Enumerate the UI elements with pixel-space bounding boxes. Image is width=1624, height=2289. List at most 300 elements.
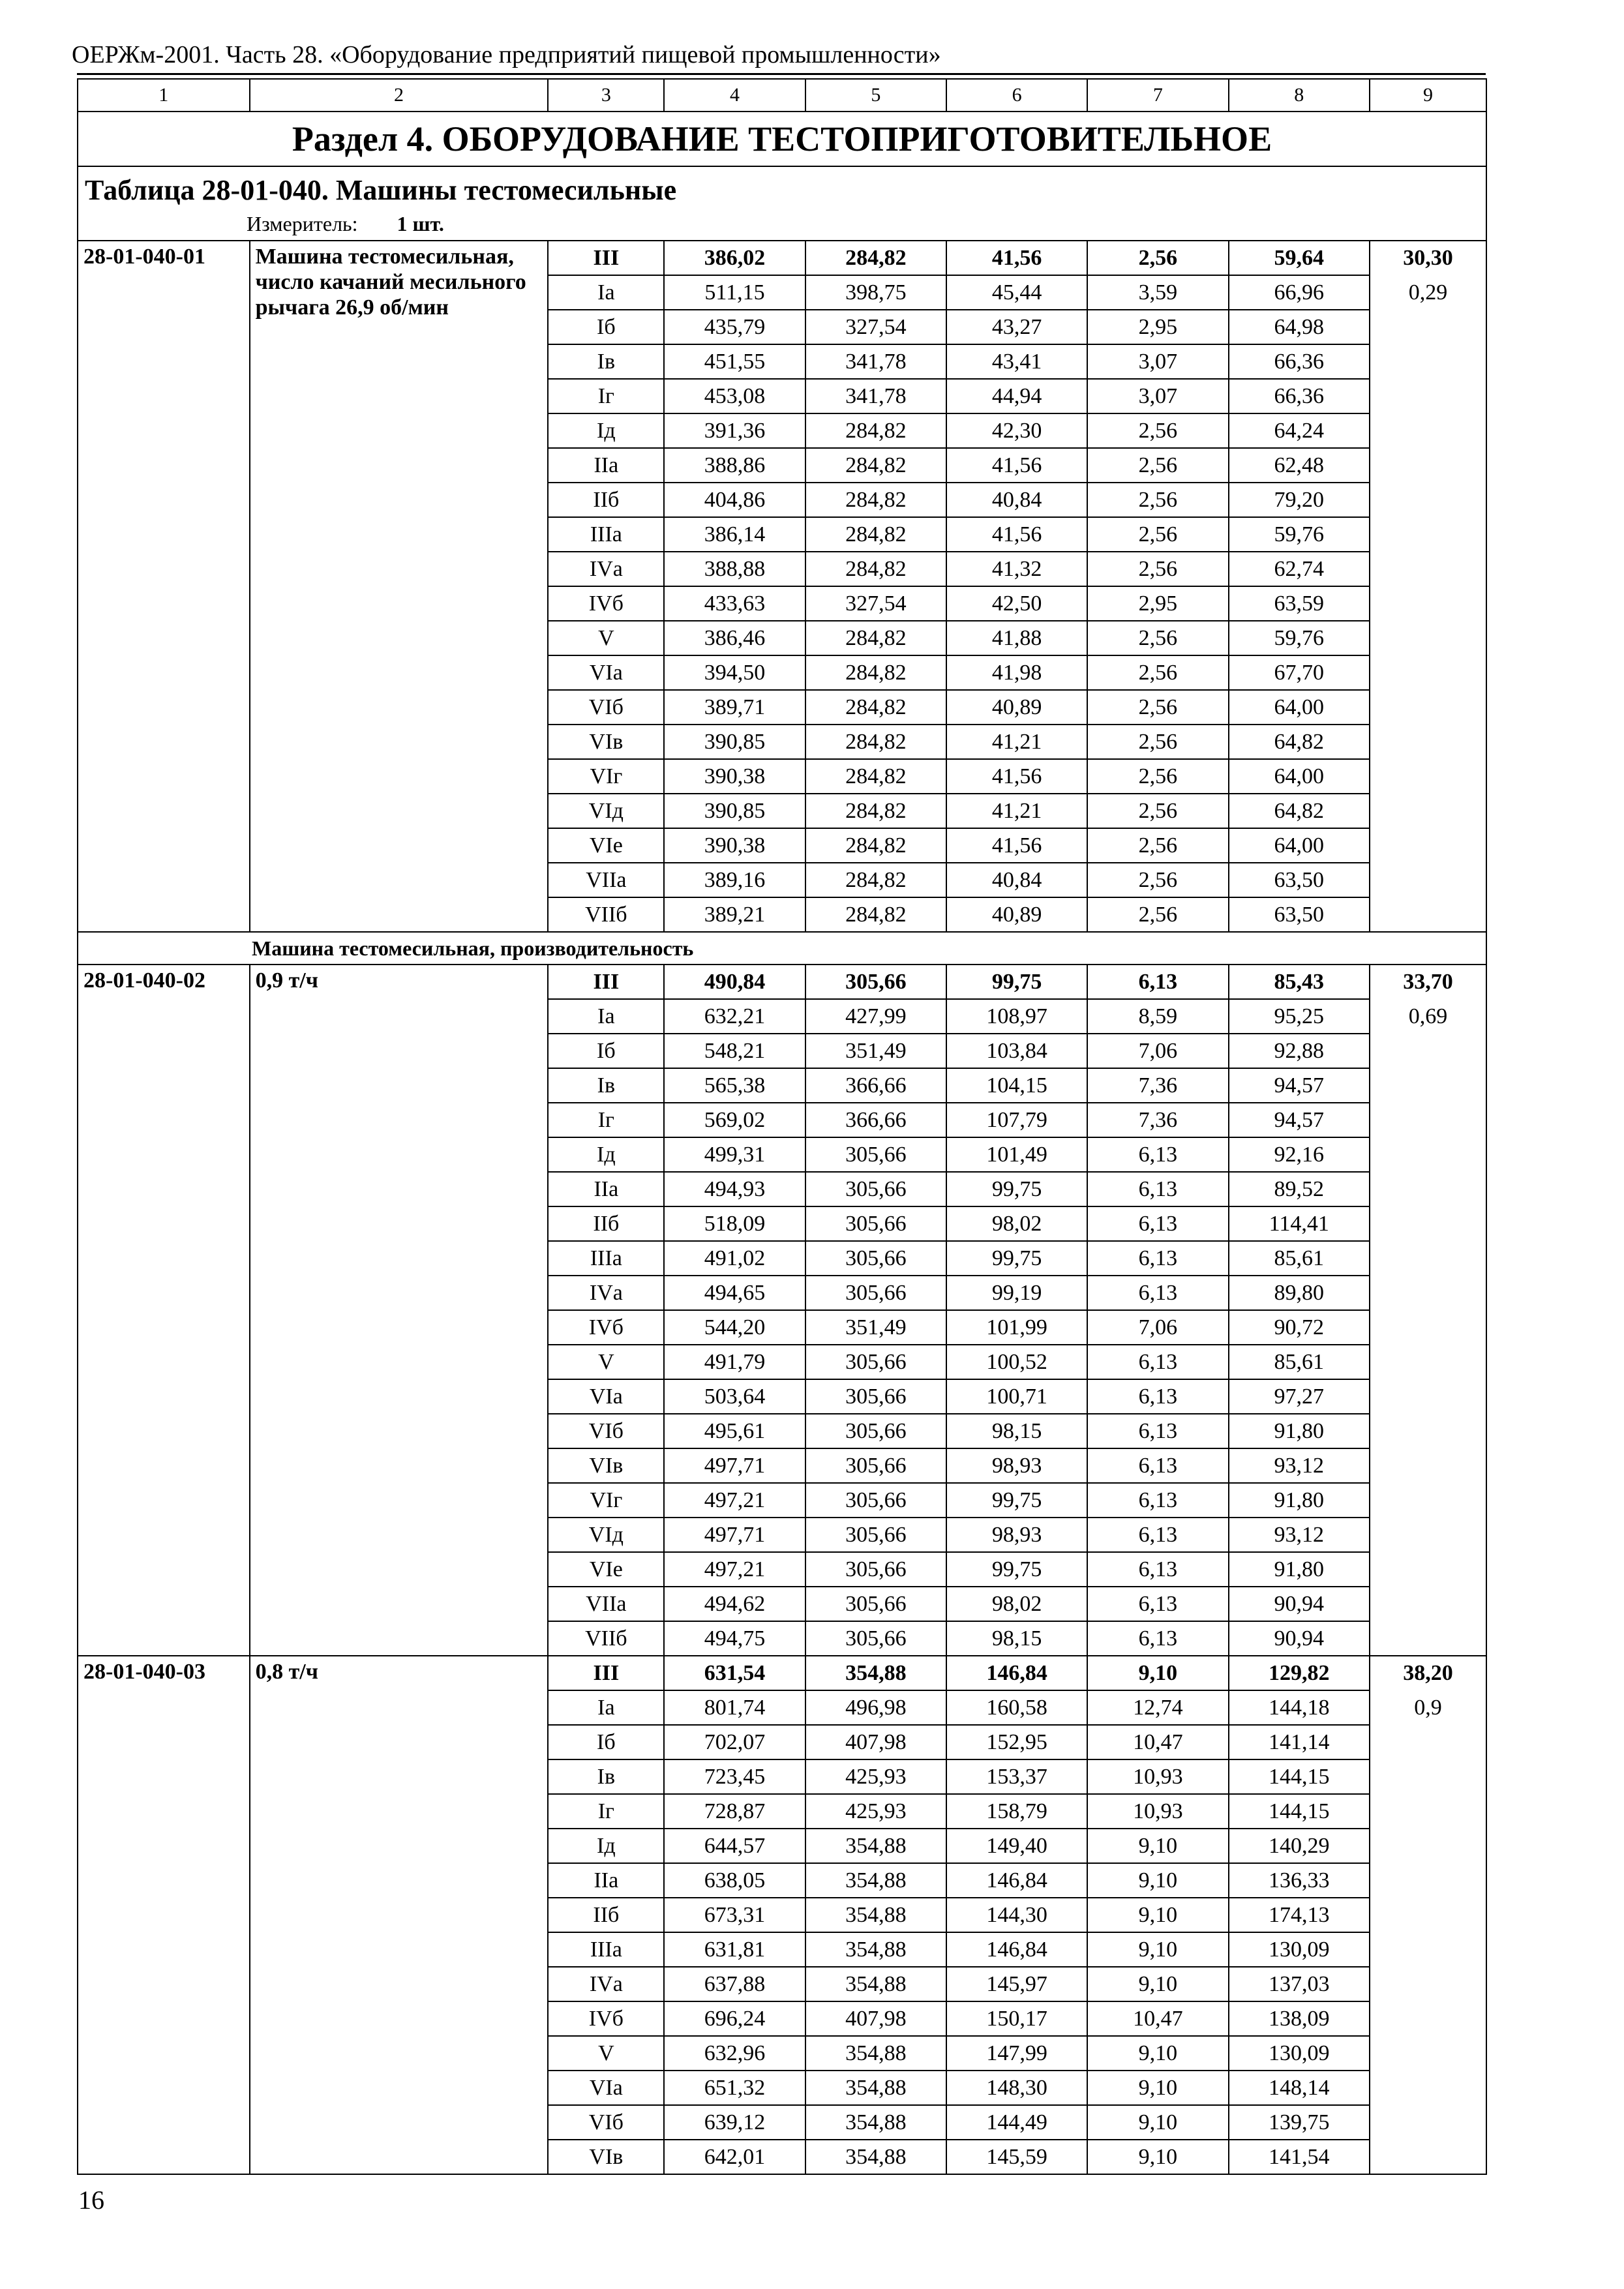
item-description: 0,8 т/ч	[250, 1656, 549, 2174]
cost-value: 141,14	[1229, 1725, 1370, 1759]
measure-cell	[78, 207, 1486, 241]
cost-value: 144,30	[946, 1898, 1087, 1932]
region-zone: Iв	[548, 1068, 664, 1103]
region-zone: Iв	[548, 344, 664, 379]
region-zone: Iа	[548, 1690, 664, 1725]
cost-value: 99,75	[946, 1483, 1087, 1518]
region-zone: IIб	[548, 1898, 664, 1932]
cost-value: 98,02	[946, 1587, 1087, 1621]
cost-value: 10,93	[1087, 1759, 1228, 1794]
column-number: 3	[548, 79, 664, 112]
cost-value: 41,56	[946, 828, 1087, 863]
region-zone: Iа	[548, 275, 664, 310]
cost-value: 544,20	[664, 1310, 805, 1345]
cost-value: 40,84	[946, 863, 1087, 897]
region-zone: VIа	[548, 1379, 664, 1414]
cost-value: 6,13	[1087, 1518, 1228, 1552]
region-zone: IIIа	[548, 1241, 664, 1276]
cost-value: 141,54	[1229, 2140, 1370, 2174]
col9-value: 0,29	[1370, 275, 1486, 310]
cost-value: 158,79	[946, 1794, 1087, 1829]
cost-value: 137,03	[1229, 1967, 1370, 2001]
cost-value: 6,13	[1087, 1276, 1228, 1310]
column-number-row	[78, 79, 1486, 112]
col9-empty	[1370, 621, 1486, 655]
table-title: Таблица 28-01-040. Машины тестомесильные	[78, 166, 1486, 207]
cost-value: 41,56	[946, 241, 1087, 275]
cost-value: 10,47	[1087, 2001, 1228, 2036]
cost-value: 2,56	[1087, 897, 1228, 932]
col9-empty	[1370, 1276, 1486, 1310]
cost-value: 388,86	[664, 448, 805, 483]
col9-empty	[1370, 448, 1486, 483]
column-number: 7	[1087, 79, 1228, 112]
region-zone: III	[548, 241, 664, 275]
cost-value: 62,74	[1229, 552, 1370, 586]
cost-value: 354,88	[805, 2071, 946, 2105]
cost-value: 104,15	[946, 1068, 1087, 1103]
measure-label: Измеритель:	[247, 211, 358, 235]
col9-empty	[1370, 863, 1486, 897]
header-rule	[77, 73, 1486, 75]
region-zone: III	[548, 1656, 664, 1690]
cost-value: 63,50	[1229, 863, 1370, 897]
cost-value: 43,41	[946, 344, 1087, 379]
col9-empty	[1370, 1552, 1486, 1587]
col9-empty	[1370, 655, 1486, 690]
cost-value: 503,64	[664, 1379, 805, 1414]
col9-empty	[1370, 690, 1486, 725]
col9-empty	[1370, 517, 1486, 552]
cost-value: 642,01	[664, 2140, 805, 2174]
cost-value: 631,54	[664, 1656, 805, 1690]
cost-value: 354,88	[805, 1829, 946, 1863]
cost-value: 386,14	[664, 517, 805, 552]
cost-value: 494,93	[664, 1172, 805, 1206]
section-title-row	[78, 112, 1486, 166]
cost-value: 90,94	[1229, 1621, 1370, 1656]
region-zone: IIа	[548, 1863, 664, 1898]
cost-value: 98,93	[946, 1518, 1087, 1552]
cost-value: 284,82	[805, 690, 946, 725]
cost-value: 2,56	[1087, 241, 1228, 275]
cost-value: 651,32	[664, 2071, 805, 2105]
col9-empty	[1370, 1725, 1486, 1759]
column-number: 8	[1229, 79, 1370, 112]
cost-value: 6,13	[1087, 1241, 1228, 1276]
region-zone: IIб	[548, 483, 664, 517]
cost-value: 6,13	[1087, 1587, 1228, 1621]
cost-value: 148,14	[1229, 2071, 1370, 2105]
cost-value: 108,97	[946, 999, 1087, 1034]
column-number: 9	[1370, 79, 1486, 112]
col9-empty	[1370, 1034, 1486, 1068]
cost-value: 139,75	[1229, 2105, 1370, 2140]
col9-empty	[1370, 1206, 1486, 1241]
cost-value: 284,82	[805, 655, 946, 690]
region-zone: IVб	[548, 1310, 664, 1345]
cost-value: 7,36	[1087, 1103, 1228, 1137]
region-zone: Iа	[548, 999, 664, 1034]
cost-value: 284,82	[805, 725, 946, 759]
col9-empty	[1370, 483, 1486, 517]
cost-value: 341,78	[805, 379, 946, 413]
cost-value: 2,56	[1087, 828, 1228, 863]
cost-value: 144,18	[1229, 1690, 1370, 1725]
cost-value: 6,13	[1087, 1621, 1228, 1656]
cost-value: 2,56	[1087, 690, 1228, 725]
cost-value: 284,82	[805, 828, 946, 863]
cost-value: 305,66	[805, 1587, 946, 1621]
cost-value: 99,75	[946, 1552, 1087, 1587]
cost-value: 673,31	[664, 1898, 805, 1932]
col9-empty	[1370, 379, 1486, 413]
cost-value: 305,66	[805, 1345, 946, 1379]
cost-value: 66,36	[1229, 344, 1370, 379]
cost-value: 305,66	[805, 1241, 946, 1276]
region-zone: VIв	[548, 725, 664, 759]
cost-value: 2,56	[1087, 552, 1228, 586]
cost-value: 41,32	[946, 552, 1087, 586]
col9-value: 30,30	[1370, 241, 1486, 275]
region-zone: IVб	[548, 586, 664, 621]
cost-value: 2,95	[1087, 310, 1228, 344]
region-zone: IIа	[548, 1172, 664, 1206]
cost-value: 389,21	[664, 897, 805, 932]
region-zone: VIIб	[548, 1621, 664, 1656]
cost-value: 98,93	[946, 1448, 1087, 1483]
cost-value: 99,75	[946, 1241, 1087, 1276]
column-number: 5	[805, 79, 946, 112]
region-zone: VIд	[548, 1518, 664, 1552]
col9-value: 38,20	[1370, 1656, 1486, 1690]
cost-value: 2,56	[1087, 483, 1228, 517]
cost-value: 390,85	[664, 794, 805, 828]
cost-value: 569,02	[664, 1103, 805, 1137]
cost-value: 305,66	[805, 965, 946, 999]
col9-empty	[1370, 1068, 1486, 1103]
group-title: Машина тестомесильная, производительность	[78, 932, 1486, 965]
cost-value: 305,66	[805, 1448, 946, 1483]
cost-value: 67,70	[1229, 655, 1370, 690]
col9-empty	[1370, 1448, 1486, 1483]
region-zone: Iг	[548, 1103, 664, 1137]
cost-value: 8,59	[1087, 999, 1228, 1034]
cost-value: 284,82	[805, 552, 946, 586]
cost-value: 2,56	[1087, 794, 1228, 828]
cost-value: 64,82	[1229, 725, 1370, 759]
region-zone: VIIа	[548, 1587, 664, 1621]
region-zone: Iг	[548, 1794, 664, 1829]
cost-value: 494,65	[664, 1276, 805, 1310]
col9-empty	[1370, 2001, 1486, 2036]
cost-value: 41,98	[946, 655, 1087, 690]
table-body	[78, 79, 1486, 2174]
cost-value: 2,56	[1087, 448, 1228, 483]
cost-value: 9,10	[1087, 1829, 1228, 1863]
col9-empty	[1370, 1310, 1486, 1345]
region-zone: VIб	[548, 1414, 664, 1448]
region-zone: IVб	[548, 2001, 664, 2036]
col9-empty	[1370, 2140, 1486, 2174]
cost-value: 696,24	[664, 2001, 805, 2036]
region-zone: IIа	[548, 448, 664, 483]
cost-value: 2,56	[1087, 413, 1228, 448]
cost-value: 40,89	[946, 897, 1087, 932]
cost-value: 146,84	[946, 1863, 1087, 1898]
column-number: 4	[664, 79, 805, 112]
cost-value: 130,09	[1229, 1932, 1370, 1967]
col9-empty	[1370, 552, 1486, 586]
cost-value: 145,97	[946, 1967, 1087, 2001]
cost-value: 62,48	[1229, 448, 1370, 483]
cost-value: 407,98	[805, 2001, 946, 2036]
cost-value: 305,66	[805, 1518, 946, 1552]
cost-value: 85,61	[1229, 1345, 1370, 1379]
cost-value: 433,63	[664, 586, 805, 621]
cost-value: 305,66	[805, 1137, 946, 1172]
cost-value: 435,79	[664, 310, 805, 344]
cost-value: 398,75	[805, 275, 946, 310]
region-zone: VIг	[548, 759, 664, 794]
cost-value: 425,93	[805, 1759, 946, 1794]
cost-value: 129,82	[1229, 1656, 1370, 1690]
region-zone: IVа	[548, 1276, 664, 1310]
cost-value: 41,56	[946, 448, 1087, 483]
cost-value: 66,36	[1229, 379, 1370, 413]
cost-value: 354,88	[805, 1932, 946, 1967]
cost-value: 9,10	[1087, 2105, 1228, 2140]
measure-row	[78, 207, 1486, 241]
cost-value: 284,82	[805, 483, 946, 517]
region-zone: Iв	[548, 1759, 664, 1794]
table-row	[78, 965, 1486, 999]
cost-value: 7,06	[1087, 1310, 1228, 1345]
cost-value: 148,30	[946, 2071, 1087, 2105]
region-zone: VIв	[548, 1448, 664, 1483]
cost-value: 85,61	[1229, 1241, 1370, 1276]
cost-value: 2,56	[1087, 655, 1228, 690]
cost-value: 152,95	[946, 1725, 1087, 1759]
cost-value: 103,84	[946, 1034, 1087, 1068]
col9-empty	[1370, 310, 1486, 344]
cost-value: 64,00	[1229, 828, 1370, 863]
cost-value: 9,10	[1087, 2071, 1228, 2105]
cost-value: 9,10	[1087, 1863, 1228, 1898]
region-zone: VIд	[548, 794, 664, 828]
item-code: 28-01-040-02	[78, 965, 250, 1656]
col9-empty	[1370, 1829, 1486, 1863]
cost-value: 63,50	[1229, 897, 1370, 932]
col9-empty	[1370, 725, 1486, 759]
cost-value: 305,66	[805, 1172, 946, 1206]
region-zone: VIб	[548, 2105, 664, 2140]
cost-value: 79,20	[1229, 483, 1370, 517]
cost-value: 394,50	[664, 655, 805, 690]
col9-empty	[1370, 1518, 1486, 1552]
region-zone: IIб	[548, 1206, 664, 1241]
cost-value: 94,57	[1229, 1103, 1370, 1137]
cost-value: 284,82	[805, 759, 946, 794]
cost-value: 99,75	[946, 965, 1087, 999]
cost-value: 6,13	[1087, 965, 1228, 999]
cost-value: 631,81	[664, 1932, 805, 1967]
cost-value: 354,88	[805, 1967, 946, 2001]
cost-value: 6,13	[1087, 1206, 1228, 1241]
cost-value: 2,95	[1087, 586, 1228, 621]
col9-empty	[1370, 1172, 1486, 1206]
cost-value: 354,88	[805, 1863, 946, 1898]
cost-value: 305,66	[805, 1552, 946, 1587]
region-zone: VIе	[548, 1552, 664, 1587]
cost-value: 45,44	[946, 275, 1087, 310]
cost-value: 354,88	[805, 1656, 946, 1690]
region-zone: VIб	[548, 690, 664, 725]
col9-empty	[1370, 1794, 1486, 1829]
cost-value: 138,09	[1229, 2001, 1370, 2036]
region-zone: III	[548, 965, 664, 999]
cost-value: 144,15	[1229, 1759, 1370, 1794]
cost-value: 354,88	[805, 1898, 946, 1932]
cost-value: 548,21	[664, 1034, 805, 1068]
cost-value: 494,62	[664, 1587, 805, 1621]
cost-value: 284,82	[805, 794, 946, 828]
cost-value: 100,71	[946, 1379, 1087, 1414]
cost-value: 518,09	[664, 1206, 805, 1241]
cost-value: 284,82	[805, 517, 946, 552]
cost-value: 149,40	[946, 1829, 1087, 1863]
region-zone: Iб	[548, 1034, 664, 1068]
cost-value: 366,66	[805, 1103, 946, 1137]
cost-value: 42,50	[946, 586, 1087, 621]
cost-value: 93,12	[1229, 1518, 1370, 1552]
col9-empty	[1370, 1414, 1486, 1448]
page-number: 16	[78, 2185, 104, 2215]
col9-empty	[1370, 586, 1486, 621]
cost-value: 425,93	[805, 1794, 946, 1829]
cost-value: 92,16	[1229, 1137, 1370, 1172]
cost-value: 632,21	[664, 999, 805, 1034]
price-table	[77, 78, 1487, 2175]
col9-value: 0,9	[1370, 1690, 1486, 1725]
table-title-row	[78, 166, 1486, 207]
cost-value: 146,84	[946, 1932, 1087, 1967]
cost-value: 7,36	[1087, 1068, 1228, 1103]
cost-value: 427,99	[805, 999, 946, 1034]
cost-value: 407,98	[805, 1725, 946, 1759]
cost-value: 7,06	[1087, 1034, 1228, 1068]
table-row	[78, 241, 1486, 275]
cost-value: 89,80	[1229, 1276, 1370, 1310]
col9-empty	[1370, 1587, 1486, 1621]
cost-value: 40,84	[946, 483, 1087, 517]
col9-value: 33,70	[1370, 965, 1486, 999]
cost-value: 6,13	[1087, 1137, 1228, 1172]
cost-value: 59,64	[1229, 241, 1370, 275]
cost-value: 2,56	[1087, 863, 1228, 897]
cost-value: 327,54	[805, 310, 946, 344]
region-zone: VIв	[548, 2140, 664, 2174]
cost-value: 90,72	[1229, 1310, 1370, 1345]
cost-value: 496,98	[805, 1690, 946, 1725]
cost-value: 637,88	[664, 1967, 805, 2001]
region-zone: V	[548, 1345, 664, 1379]
col9-empty	[1370, 1898, 1486, 1932]
cost-value: 150,17	[946, 2001, 1087, 2036]
cost-value: 44,94	[946, 379, 1087, 413]
cost-value: 390,38	[664, 759, 805, 794]
cost-value: 41,21	[946, 794, 1087, 828]
cost-value: 702,07	[664, 1725, 805, 1759]
cost-value: 497,21	[664, 1483, 805, 1518]
col9-empty	[1370, 897, 1486, 932]
cost-value: 453,08	[664, 379, 805, 413]
col9-value: 0,69	[1370, 999, 1486, 1034]
region-zone: IIIа	[548, 1932, 664, 1967]
region-zone: V	[548, 621, 664, 655]
col9-empty	[1370, 1241, 1486, 1276]
cost-value: 305,66	[805, 1206, 946, 1241]
cost-value: 93,12	[1229, 1448, 1370, 1483]
col9-empty	[1370, 1379, 1486, 1414]
cost-value: 284,82	[805, 863, 946, 897]
cost-value: 6,13	[1087, 1414, 1228, 1448]
cost-value: 140,29	[1229, 1829, 1370, 1863]
cost-value: 354,88	[805, 2105, 946, 2140]
cost-value: 6,13	[1087, 1448, 1228, 1483]
cost-value: 10,93	[1087, 1794, 1228, 1829]
cost-value: 494,75	[664, 1621, 805, 1656]
cost-value: 92,88	[1229, 1034, 1370, 1068]
cost-value: 9,10	[1087, 1656, 1228, 1690]
cost-value: 153,37	[946, 1759, 1087, 1794]
cost-value: 94,57	[1229, 1068, 1370, 1103]
region-zone: VIе	[548, 828, 664, 863]
cost-value: 723,45	[664, 1759, 805, 1794]
table-row	[78, 1656, 1486, 1690]
cost-value: 389,16	[664, 863, 805, 897]
cost-value: 41,88	[946, 621, 1087, 655]
region-zone: IVа	[548, 1967, 664, 2001]
cost-value: 386,02	[664, 241, 805, 275]
cost-value: 91,80	[1229, 1552, 1370, 1587]
cost-value: 42,30	[946, 413, 1087, 448]
col9-empty	[1370, 1137, 1486, 1172]
cost-value: 511,15	[664, 275, 805, 310]
cost-value: 9,10	[1087, 2140, 1228, 2174]
region-zone: Iб	[548, 310, 664, 344]
region-zone: VIа	[548, 2071, 664, 2105]
col9-empty	[1370, 413, 1486, 448]
cost-value: 101,99	[946, 1310, 1087, 1345]
cost-value: 305,66	[805, 1379, 946, 1414]
cost-value: 90,94	[1229, 1587, 1370, 1621]
cost-value: 284,82	[805, 413, 946, 448]
cost-value: 64,82	[1229, 794, 1370, 828]
region-zone: VIа	[548, 655, 664, 690]
region-zone: Iб	[548, 1725, 664, 1759]
region-zone: V	[548, 2036, 664, 2071]
cost-value: 101,49	[946, 1137, 1087, 1172]
measure-value: 1 шт.	[397, 211, 444, 235]
cost-value: 9,10	[1087, 1898, 1228, 1932]
region-zone: Iд	[548, 413, 664, 448]
col9-empty	[1370, 1932, 1486, 1967]
cost-value: 174,13	[1229, 1898, 1370, 1932]
item-code: 28-01-040-01	[78, 241, 250, 932]
cost-value: 9,10	[1087, 2036, 1228, 2071]
cost-value: 107,79	[946, 1103, 1087, 1137]
